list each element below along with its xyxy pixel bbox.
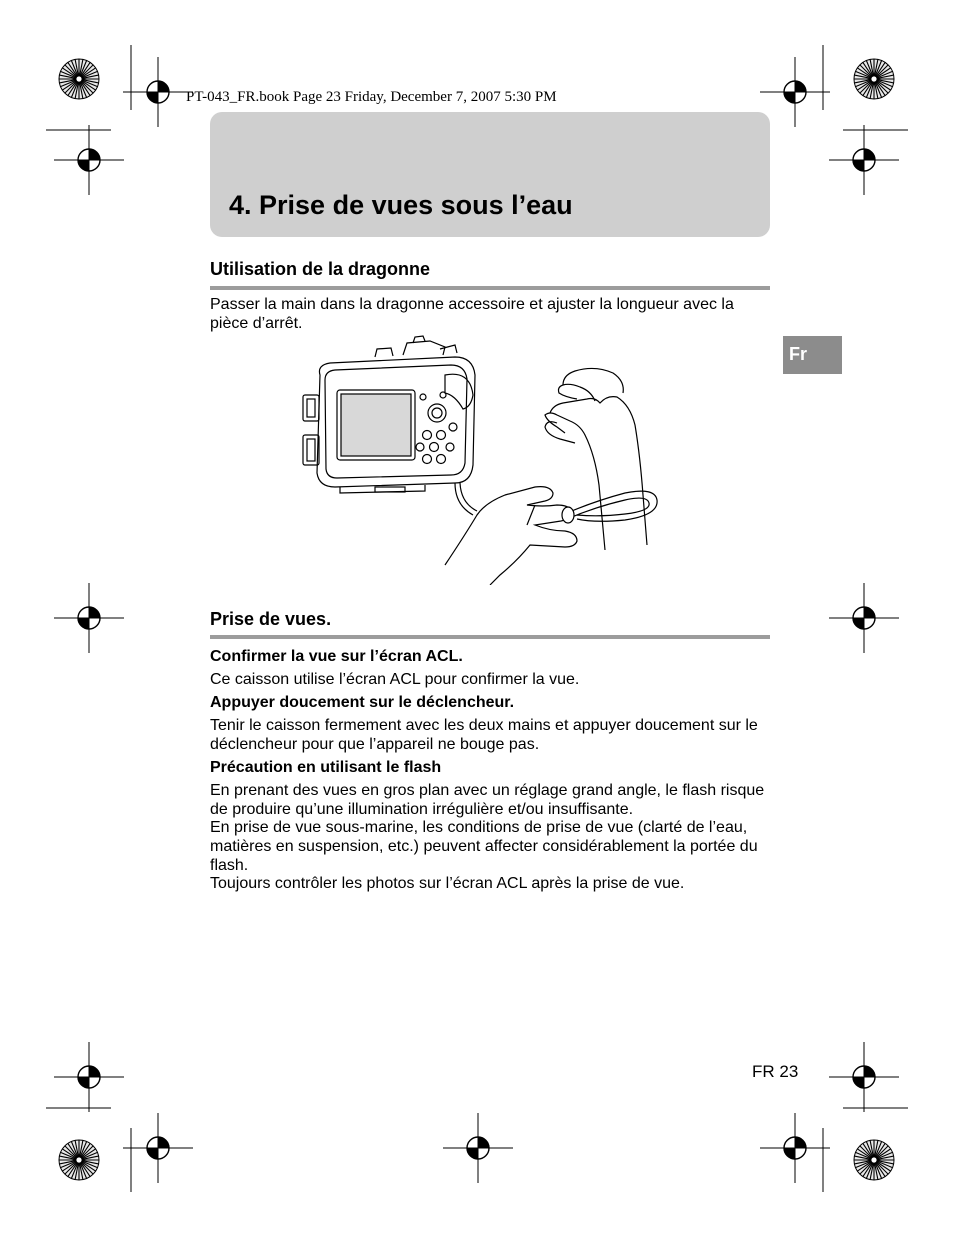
subheading-flash: Précaution en utilisant le flash — [210, 759, 442, 776]
registration-crosshair-icon — [829, 125, 899, 195]
book-header-info: PT-043_FR.book Page 23 Friday, December 7, 2007 5:30 PM — [186, 89, 557, 105]
registration-crosshair-icon — [54, 583, 124, 653]
registration-crosshair-icon — [123, 1113, 193, 1183]
paragraph-flash-underwater: En prise de vue sous-marine, les conditions de prise de vue (clarté de l’eau, matières en suspension, etc.) peuvent affecter considérablement la portée du flash. — [210, 819, 758, 874]
section-rule — [210, 286, 770, 290]
subheading-confirm-view: Confirmer la vue sur l’écran ACL. — [210, 648, 463, 665]
paragraph-shutter: Tenir le caisson fermement avec les deux mains et appuyer doucement sur le déclencheur pour que l’appareil ne bouge pas. — [210, 717, 758, 753]
page-number: FR 23 — [752, 1062, 799, 1081]
registration-crosshair-icon — [829, 1042, 899, 1112]
language-tab: Fr — [783, 336, 842, 374]
paragraph-check-photos: Toujours contrôler les photos sur l’écran ACL après la prise de vue. — [210, 875, 685, 892]
paragraph-flash: En prenant des vues en gros plan avec un réglage grand angle, le flash risque de produire qu’une illumination irrégulière et/ou insuffisante. — [210, 782, 765, 818]
strap-instructions: Passer la main dans la dragonne accessoire et ajuster la longueur avec la pièce d’arrêt. — [210, 296, 734, 332]
starburst-target-icon — [59, 59, 99, 99]
subheading-shutter: Appuyer doucement sur le déclencheur. — [210, 694, 515, 711]
section-title-shooting: Prise de vues. — [210, 609, 332, 629]
paragraph-confirm-view: Ce caisson utilise l’écran ACL pour confirmer la vue. — [210, 671, 580, 688]
section-rule — [210, 635, 770, 639]
registration-crosshair-icon — [760, 57, 830, 127]
section-title-strap: Utilisation de la dragonne — [210, 259, 431, 279]
registration-crosshair-icon — [54, 1042, 124, 1112]
starburst-target-icon — [854, 59, 894, 99]
starburst-target-icon — [854, 1140, 894, 1180]
registration-crosshair-icon — [123, 57, 193, 127]
chapter-title: 4. Prise de vues sous l’eau — [229, 190, 573, 220]
registration-crosshair-icon — [829, 583, 899, 653]
registration-crosshair-icon — [760, 1113, 830, 1183]
starburst-target-icon — [59, 1140, 99, 1180]
registration-crosshair-icon — [443, 1113, 513, 1183]
camera-housing-wrist-strap-illustration — [295, 335, 665, 585]
registration-crosshair-icon — [54, 125, 124, 195]
